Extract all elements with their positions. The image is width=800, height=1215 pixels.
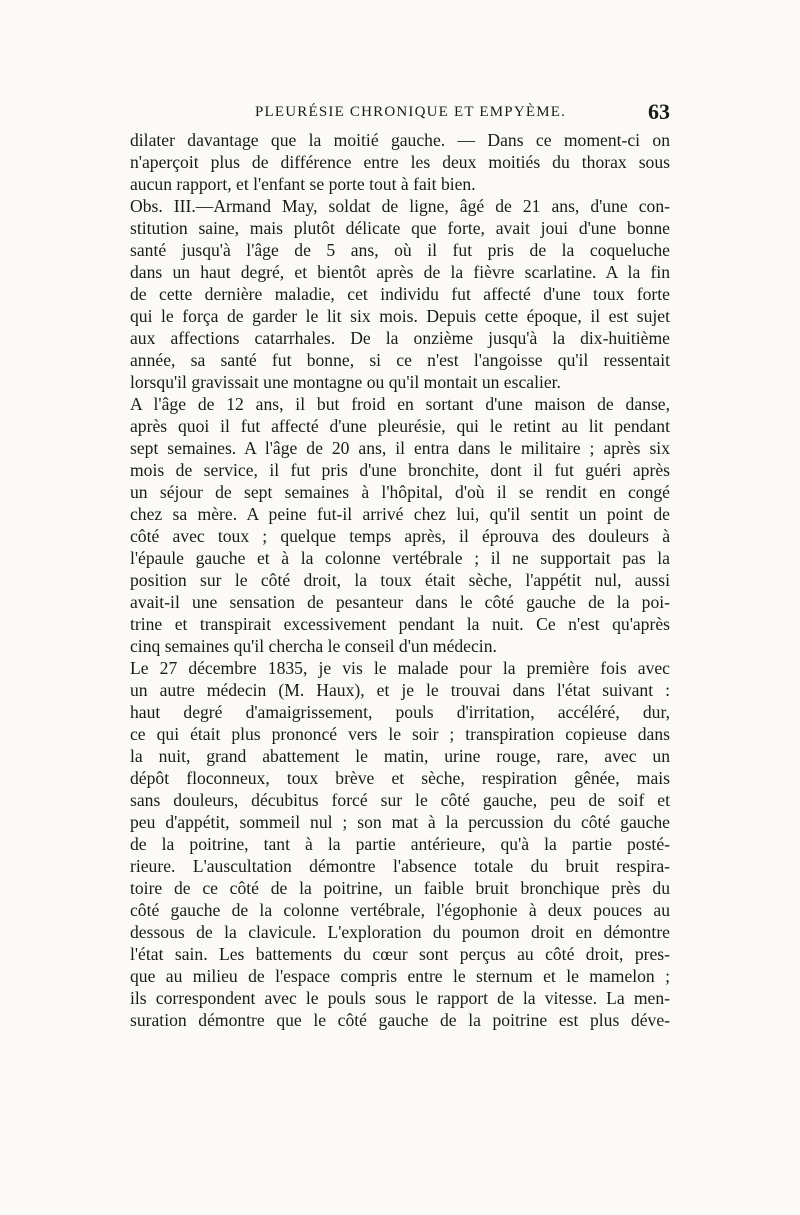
text-line: après quoi il fut affecté d'une pleurésie, qui le retint au lit pendant <box>130 416 670 436</box>
text-line: côté gauche de la colonne vertébrale, l'égophonie à deux pouces au <box>130 900 670 920</box>
text-line: avait-il une sensation de pesanteur dans le côté gauche de la poi- <box>130 592 670 612</box>
text-line: de cette dernière maladie, cet individu fut affecté d'une toux forte <box>130 284 670 304</box>
text-line: Le 27 décembre 1835, je vis le malade pour la première fois avec <box>130 658 670 678</box>
text-line: dépôt floconneux, toux brève et sèche, respiration gênée, mais <box>130 768 670 788</box>
running-title: PLEURÉSIE CHRONIQUE ET EMPYÈME. <box>255 104 567 120</box>
text-line: l'état sain. Les battements du cœur sont perçus au côté droit, pres- <box>130 944 670 964</box>
text-line: trine et transpirait excessivement pendant la nuit. Ce n'est qu'après <box>130 614 670 634</box>
text-line: toire de ce côté de la poitrine, un faible bruit bronchique près du <box>130 878 670 898</box>
text-line: cinq semaines qu'il chercha le conseil d'un médecin. <box>130 636 497 656</box>
text-line: sept semaines. A l'âge de 20 ans, il entra dans le militaire ; après six <box>130 438 670 458</box>
text-line: chez sa mère. A peine fut-il arrivé chez lui, qu'il sentit un point de <box>130 504 670 524</box>
text-line: haut degré d'amaigrissement, pouls d'irritation, accéléré, dur, <box>130 702 670 722</box>
text-line: santé jusqu'à l'âge de 5 ans, où il fut pris de la coqueluche <box>130 240 670 260</box>
text-line: mois de service, il fut pris d'une bronchite, dont il fut guéri après <box>130 460 670 480</box>
text-line: suration démontre que le côté gauche de la poitrine est plus déve- <box>130 1010 670 1030</box>
text-line: que au milieu de l'espace compris entre le sternum et le mamelon ; <box>130 966 670 986</box>
text-line: ce qui était plus prononcé vers le soir ; transpiration copieuse dans <box>130 724 670 744</box>
text-line: aucun rapport, et l'enfant se porte tout à fait bien. <box>130 174 476 194</box>
text-line: ils correspondent avec le pouls sous le rapport de la vitesse. La men- <box>130 988 670 1008</box>
text-line: l'épaule gauche et à la colonne vertébrale ; il ne supportait pas la <box>130 548 670 568</box>
text-line: côté avec toux ; quelque temps après, il éprouva des douleurs à <box>130 526 670 546</box>
text-line: sans douleurs, décubitus forcé sur le côté gauche, peu de soif et <box>130 790 670 810</box>
text-line: Obs. III.—Armand May, soldat de ligne, âgé de 21 ans, d'une con- <box>130 196 670 216</box>
text-line: n'aperçoit plus de différence entre les deux moitiés du thorax sous <box>130 152 670 172</box>
page-header <box>130 99 670 124</box>
text-line: un autre médecin (M. Haux), et je le trouvai dans l'état suivant : <box>130 680 670 700</box>
text-line: qui le força de garder le lit six mois. Depuis cette époque, il est sujet <box>130 306 670 326</box>
text-line: la nuit, grand abattement le matin, urine rouge, rare, avec un <box>130 746 670 766</box>
body-text <box>130 129 670 1031</box>
text-line: dilater davantage que la moitié gauche. — Dans ce moment-ci on <box>130 130 670 150</box>
page-number: 63 <box>648 99 670 124</box>
text-line: année, sa santé fut bonne, si ce n'est l'angoisse qu'il ressentait <box>130 350 670 370</box>
text-line: lorsqu'il gravissait une montagne ou qu'il montait un escalier. <box>130 372 561 392</box>
text-line: peu d'appétit, sommeil nul ; son mat à la percussion du côté gauche <box>130 812 670 832</box>
text-line: position sur le côté droit, la toux était sèche, l'appétit nul, aussi <box>130 570 670 590</box>
text-line: stitution saine, mais plutôt délicate que forte, avait joui d'une bonne <box>130 218 670 238</box>
text-line: de la poitrine, tant à la partie antérieure, qu'à la partie posté- <box>130 834 670 854</box>
text-line: A l'âge de 12 ans, il but froid en sortant d'une maison de danse, <box>130 394 670 414</box>
text-line: un séjour de sept semaines à l'hôpital, d'où il se rendit en congé <box>130 482 670 502</box>
text-line: aux affections catarrhales. De la onzième jusqu'à la dix-huitième <box>130 328 670 348</box>
text-line: dessous de la clavicule. L'exploration du poumon droit en démontre <box>130 922 670 942</box>
text-line: dans un haut degré, et bientôt après de la fièvre scarlatine. A la fin <box>130 262 670 282</box>
text-line: rieure. L'auscultation démontre l'absence totale du bruit respira- <box>130 856 670 876</box>
